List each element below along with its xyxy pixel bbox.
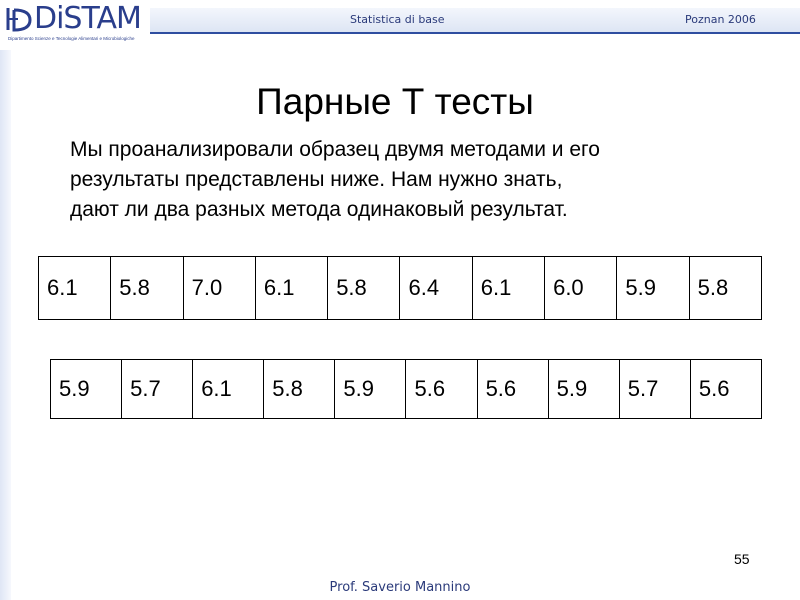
logo-text: DiSTAM: [34, 1, 141, 36]
table-cell: 5.6: [690, 360, 761, 419]
table-cell: 5.8: [111, 257, 183, 320]
intro-line: результаты представлены ниже. Нам нужно знать,: [70, 168, 563, 191]
table-cell: 5.7: [619, 360, 690, 419]
table-cell: 6.4: [400, 257, 472, 320]
table-cell: 5.9: [617, 257, 689, 320]
intro-line: дают ли два разных метода одинаковый результат.: [70, 198, 568, 221]
table-cell: 6.1: [193, 360, 264, 419]
table-cell: 5.6: [477, 360, 548, 419]
table-cell: 6.1: [255, 257, 327, 320]
table-row: [51, 360, 762, 419]
logo-subtitle: Dipartimento Scienze e Tecnologie Alimentari e Microbiologiche: [8, 36, 135, 41]
location-date: Poznan 2006: [685, 13, 756, 26]
table-cell: 5.8: [264, 360, 335, 419]
table-cell: 6.1: [472, 257, 544, 320]
method-2-table: [50, 359, 762, 419]
table-cell: 5.8: [328, 257, 400, 320]
table-cell: 5.7: [122, 360, 193, 419]
table-cell: 7.0: [183, 257, 255, 320]
table-cell: 6.0: [545, 257, 617, 320]
method-1-table: [38, 256, 762, 320]
footer-author: Prof. Saverio Mannino: [329, 580, 471, 595]
header-band: [150, 8, 800, 34]
logo-mark-icon: [4, 6, 34, 32]
course-title: Statistica di base: [350, 13, 445, 26]
intro-paragraph: [70, 135, 770, 225]
table-cell: 5.9: [548, 360, 619, 419]
distam-logo: [0, 0, 150, 48]
page-number: 55: [734, 551, 750, 567]
table-cell: 5.9: [335, 360, 406, 419]
table-row: [39, 257, 762, 320]
slide-title-text: Парные Т тесты: [256, 81, 534, 122]
intro-line: Мы проанализировали образец двумя методами и его: [70, 138, 600, 161]
slide-title: [0, 78, 800, 126]
table-cell: 5.6: [406, 360, 477, 419]
table-cell: 5.8: [689, 257, 761, 320]
table-cell: 5.9: [51, 360, 122, 419]
left-decorative-bar: [0, 50, 11, 600]
table-cell: 6.1: [39, 257, 111, 320]
slide-header: [0, 0, 800, 48]
